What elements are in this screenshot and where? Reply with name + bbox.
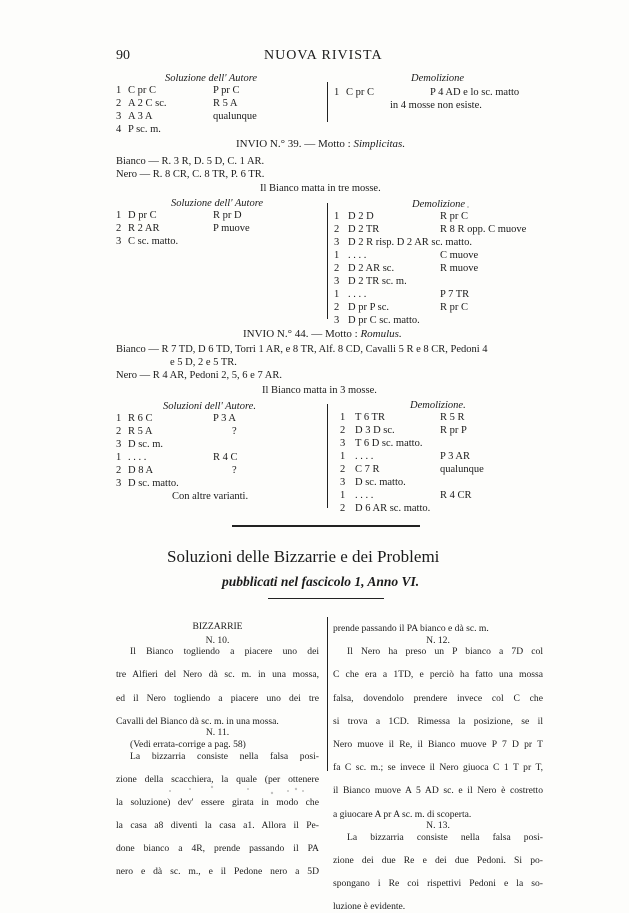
- n11-text: la soluzione) dev' essere girata in modo che: [116, 796, 319, 808]
- invio44-right-row: 1: [340, 490, 346, 501]
- invio39-statement: Il Bianco matta in tre mosse.: [260, 183, 381, 194]
- block1-left-row: 1: [116, 85, 122, 96]
- invio44-right-row: . . . .: [355, 490, 374, 501]
- invio44-right-row: . . . .: [355, 451, 374, 462]
- invio44-right-row: 1: [340, 451, 346, 462]
- invio39-right-row: R 8 R opp. C muove: [440, 224, 527, 235]
- n12-text: a giuocare A pr A sc. m. di scoperta.: [333, 808, 472, 820]
- invio39-left-row: R 2 AR: [128, 223, 160, 234]
- invio44-left-row: D 8 A: [128, 465, 154, 476]
- invio44-right-row: D sc. matto.: [355, 477, 406, 488]
- n11-note: (Vedi errata-corrige a pag. 58): [130, 738, 246, 750]
- invio44-left-row: 3: [116, 439, 122, 450]
- invio44-right-title: Demolizione.: [410, 400, 466, 411]
- invio44-left-row: ?: [232, 465, 237, 476]
- invio39-right-row: D 2 D: [348, 211, 374, 222]
- invio39-heading: INVIO N.° 39. — Motto : Simplicitas.: [236, 138, 406, 150]
- invio39-right-row: R muove: [440, 263, 479, 274]
- n13-text: La bizzarria consiste nella falsa posi-: [347, 831, 543, 843]
- invio39-nero: Nero — R. 8 CR, C. 8 TR, P. 6 TR.: [116, 169, 265, 180]
- block1-left-row: 2: [116, 98, 122, 109]
- n13-heading: N. 13.: [426, 820, 450, 832]
- right-column: [333, 623, 543, 913]
- column-divider: [327, 617, 328, 771]
- block1-right-title: Demolizione: [411, 73, 465, 84]
- invio44-statement: Il Bianco matta in 3 mosse.: [262, 385, 377, 396]
- block1-left-row: qualunque: [213, 111, 257, 122]
- invio44-right-row: 2: [340, 464, 346, 475]
- invio44-left-title: Soluzioni dell' Autore.: [163, 401, 256, 412]
- block1-left-row: C pr C: [128, 85, 157, 96]
- invio44-right-row: 1: [340, 412, 346, 423]
- invio39-right-row: 2: [334, 224, 340, 235]
- invio44-right-row: 3: [340, 438, 346, 449]
- block1-left-row: P pr C: [213, 85, 240, 96]
- invio44-left-row: 1: [116, 413, 122, 424]
- invio44-left-footer: Con altre varianti.: [172, 491, 249, 502]
- n12-text: Nero muove il Re, il Bianco muove P 7 D pr T: [333, 738, 543, 750]
- invio39-right-row: D pr C sc. matto.: [348, 315, 420, 326]
- invio39-right-row: . . . .: [348, 289, 367, 300]
- left-column: [116, 621, 319, 890]
- invio44-left-row: ?: [232, 426, 237, 437]
- invio39-right-row: 3: [334, 315, 340, 326]
- invio39-right-row: 1: [334, 211, 340, 222]
- block1-right-row: C pr C: [346, 87, 375, 98]
- invio44-left-row: 2: [116, 465, 122, 476]
- invio39-right-row: 3: [334, 237, 340, 248]
- subtitle-underline: [268, 598, 384, 599]
- invio44-left-row: D sc. matto.: [128, 478, 179, 489]
- invio44-right-row: 2: [340, 503, 346, 514]
- invio39-right-row: 2: [334, 302, 340, 313]
- invio39-right-row: D 2 TR: [348, 224, 380, 235]
- invio39-right-row: C muove: [440, 250, 479, 261]
- invio39-divider: [327, 203, 328, 319]
- n11-text: nero e dà sc. m., e il Pedone nero a 5D: [116, 866, 319, 878]
- n11-text: la casa a8 diventi la casa a1. Allora il Pe-: [116, 820, 319, 832]
- invio39-right-row: 1: [334, 250, 340, 261]
- invio44-right-row: qualunque: [440, 464, 484, 475]
- block1-left-row: A 2 C sc.: [128, 98, 167, 109]
- n13-text: luzione è evidente.: [333, 901, 406, 913]
- invio44-left-row: 1: [116, 452, 122, 463]
- invio39-bianco: Bianco — R. 3 R, D. 5 D, C. 1 AR.: [116, 156, 265, 167]
- invio39-left-row: 2: [116, 223, 122, 234]
- n11-text: done bianco a 4R, prende passando il PA: [116, 843, 319, 855]
- invio44-left-row: P 3 A: [213, 413, 236, 424]
- invio39-right-row: D 2 R risp. D 2 AR sc. matto.: [348, 237, 472, 248]
- invio39-right-row: 3: [334, 276, 340, 287]
- n13-text: spongano i Re coi rispettivi Pedoni e la so-: [333, 878, 543, 890]
- n12-text: si trova a 1CD. Rimessa la posizione, se il: [333, 715, 543, 727]
- block1-left-row: 3: [116, 111, 122, 122]
- n12-text: Il Nero ha preso un P bianco a 7D col: [347, 646, 543, 658]
- invio44-nero: Nero — R 4 AR, Pedoni 2, 5, 6 e 7 AR.: [116, 370, 282, 381]
- n12-text: il Bianco muove A 5 AD sc. e il Nero è costretto: [333, 785, 543, 797]
- block1-right-row: 1: [334, 87, 340, 98]
- invio44-right-row: 3: [340, 477, 346, 488]
- invio44-right-row: R pr P: [440, 425, 467, 436]
- block1-divider: [327, 82, 328, 122]
- invio44-right-row: R 5 R: [440, 412, 465, 423]
- invio39-left-row: R pr D: [213, 210, 242, 221]
- invio44-right-row: R 4 CR: [440, 490, 472, 501]
- invio39-right-row: 2: [334, 263, 340, 274]
- n12-text: falsa, dovendolo prendere invece col C che: [333, 692, 543, 704]
- invio44-left-row: 2: [116, 426, 122, 437]
- n13-text: zione dei due Re e dei due Pedoni. Si po-: [333, 854, 543, 866]
- block1-left-row: R 5 A: [213, 98, 238, 109]
- section-divider: [232, 525, 420, 527]
- invio39-right-row: P 7 TR: [440, 289, 470, 300]
- invio39-right-row: D pr P sc.: [348, 302, 390, 313]
- invio39-left-row: 3: [116, 236, 122, 247]
- section-title: Soluzioni delle Bizzarrie e dei Problemi: [167, 547, 440, 566]
- n11-continuation: prende passando il PA bianco e dà sc. m.: [333, 623, 489, 634]
- invio44-bianco-cont: e 5 D, 2 e 5 TR.: [170, 357, 237, 368]
- n11-text: zione della scacchiera, la quale (per ottenere: [116, 773, 319, 785]
- invio39-left-row: 1: [116, 210, 122, 221]
- invio44-bianco: Bianco — R 7 TD, D 6 TD, Torri 1 AR, e 8 TR, Alf. 8 CD, Cavalli 5 R e 8 CR, Pedoni 4: [116, 344, 488, 355]
- invio44-left-row: R 4 C: [213, 452, 238, 463]
- invio39-left-title: Soluzione dell' Autore: [171, 198, 264, 209]
- invio44-left-row: R 5 A: [128, 426, 153, 437]
- invio44-right-row: T 6 TR: [355, 412, 385, 423]
- n12-text: fa C sc. m.; se invece il Nero giuoca C 1 T pr T,: [333, 762, 543, 774]
- invio44-right-row: D 6 AR sc. matto.: [355, 503, 431, 514]
- block1-left-row: A 3 A: [128, 111, 153, 122]
- n10-text: tre Alfieri del Nero dà sc. m. in una mossa,: [116, 669, 319, 681]
- n10-text: ed il Nero togliendo a piacere uno dei tre: [116, 692, 319, 704]
- invio44-right-row: 2: [340, 425, 346, 436]
- invio39-right-row: 1: [334, 289, 340, 300]
- journal-title: NUOVA RIVISTA: [264, 48, 383, 63]
- invio39-left-row: P muove: [213, 223, 250, 234]
- invio39-left-row: D pr C: [128, 210, 157, 221]
- invio39-left-row: C sc. matto.: [128, 236, 179, 247]
- n11-heading: N. 11.: [205, 727, 230, 739]
- block1-left-title: Soluzione dell' Autore: [165, 73, 258, 84]
- invio44-left-row: D sc. m.: [128, 439, 163, 450]
- block1-left-row: 4: [116, 124, 122, 135]
- invio44-left-row: R 6 C: [128, 413, 153, 424]
- block1-left-row: P sc. m.: [128, 124, 161, 135]
- invio44-right-row: T 6 D sc. matto.: [355, 438, 423, 449]
- invio44-right-row: C 7 R: [355, 464, 380, 475]
- n10-text: Cavalli del Bianco dà sc. m. in una mossa.: [116, 715, 279, 727]
- invio44-left-row: 3: [116, 478, 122, 489]
- invio44-divider: [327, 404, 328, 508]
- block1-right-row: in 4 mosse non esiste.: [390, 100, 482, 111]
- invio39-right-row: . . . .: [348, 250, 367, 261]
- invio44-right-row: P 3 AR: [440, 451, 470, 462]
- section-subtitle: pubblicati nel fascicolo 1, Anno VI.: [222, 574, 420, 589]
- block1-right-row: P 4 AD e lo sc. matto: [430, 87, 520, 98]
- invio39-right-row: D 2 TR sc. m.: [348, 276, 407, 287]
- invio44-left-row: . . . .: [128, 452, 147, 463]
- invio39-right-row: D 2 AR sc.: [348, 263, 395, 274]
- invio44-right-row: D 3 D sc.: [355, 425, 395, 436]
- n12-text: C che era a 1TD, e perciò ha fatto una mossa: [333, 669, 543, 681]
- n10-heading: N. 10.: [205, 634, 230, 646]
- invio39-right-title: Demolizione: [412, 199, 466, 210]
- invio39-right-row: R pr C: [440, 211, 469, 222]
- invio44-heading: INVIO N.° 44. — Motto : Romulus.: [243, 328, 402, 340]
- page-number: 90: [116, 48, 130, 63]
- n12-heading: N. 12.: [426, 634, 450, 646]
- invio39-right-row: R pr C: [440, 302, 469, 313]
- n11-text: La bizzarria consiste nella falsa posi-: [130, 750, 319, 762]
- bizzarrie-heading: BIZZARRIE: [192, 621, 243, 632]
- n10-text: Il Bianco togliendo a piacere uno dei: [130, 646, 319, 658]
